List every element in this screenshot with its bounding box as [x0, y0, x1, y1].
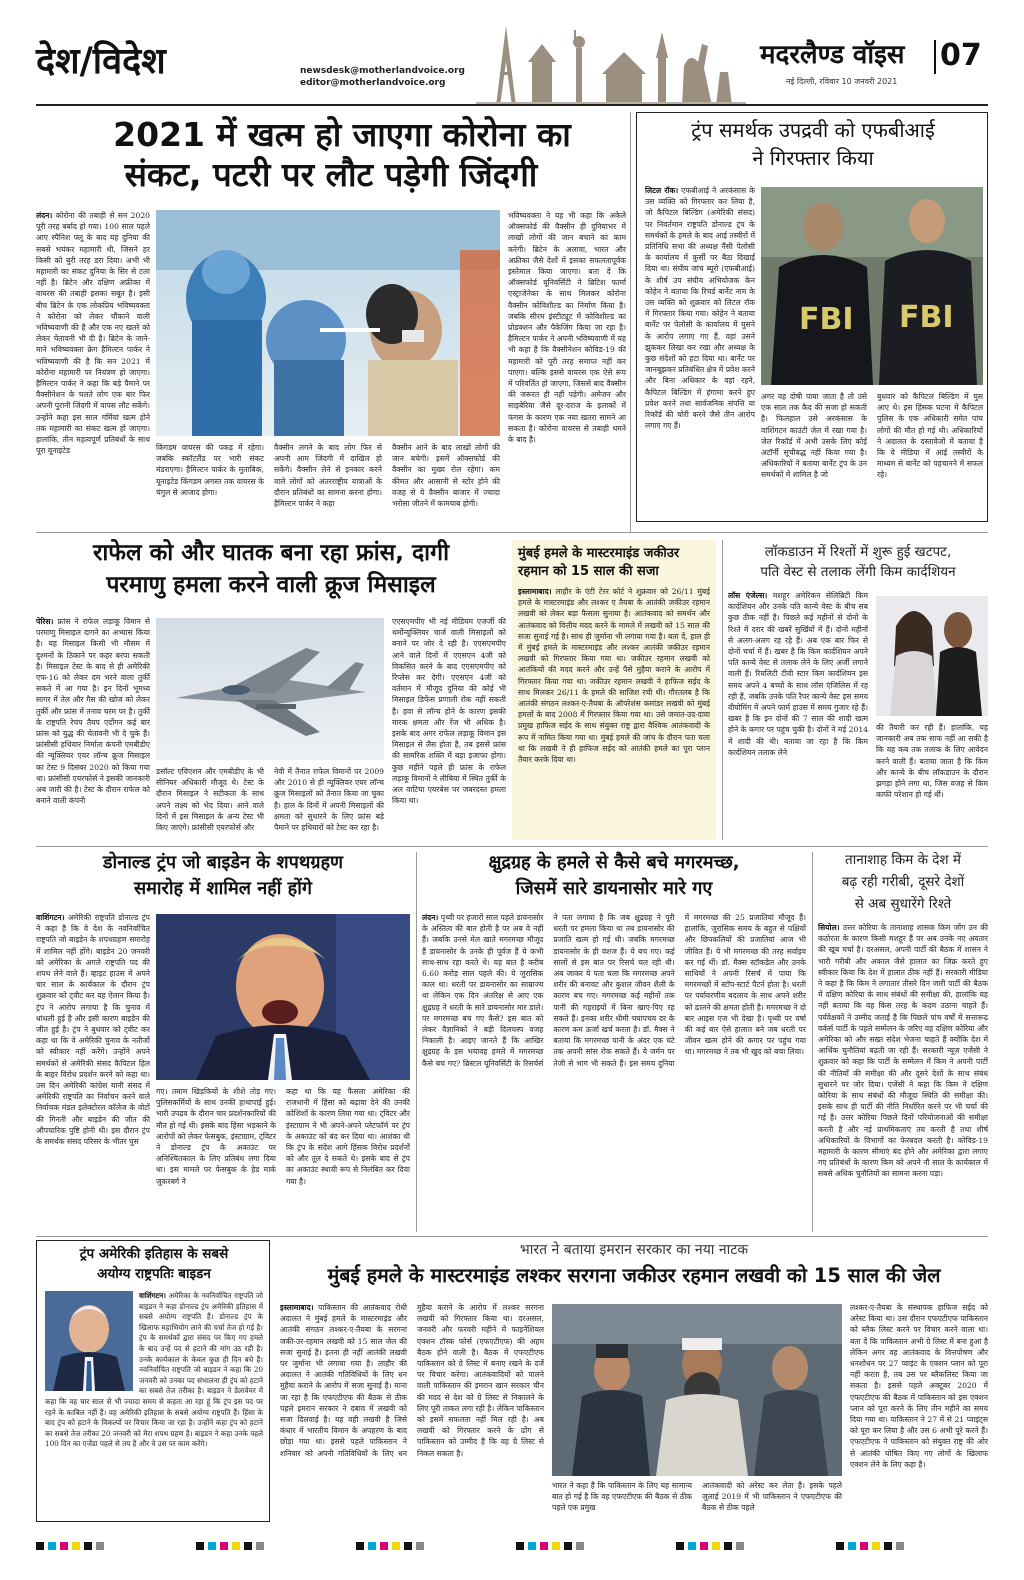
editor-email[interactable]: editor@motherlandvoice.org	[300, 78, 446, 88]
lakhvi-col-right: लश्कर-ए-तैयबा के संस्थापक हाफिज सईद को अरेस्ट किया था। उस दौरान एफएटीएफ पाकिस्तान को ब्लैक लिस्ट करने पर विचार करने वाला था। बता दें कि पाकिस्तान अभी ग्रे लिस्ट में बना हुआ है लेकिन अगर वह आतंकवाद के वित्तपोषण और धनशोधन पर 27 प्वाइंट के एक्शन प्लान को पूरा नहीं करता है, तब उस पर ब्लैकलिस्ट किया जा सकता है। इससे पहले अक्टूबर 2020 में एफएटीएफ की बैठक में पाकिस्तान को इस एक्शन प्लान को पूरा करने के लिए तीन महीने का समय दिया गया था। पाकिस्तान ने 27 में से 21 प्वाइंट्स को पूरा कर लिया है और उस 6 अभी पूरे करने हैं। एफएटीएफ ने पाकिस्तान को संयुक्त राष्ट्र की ओर से आतंकी घोषित किए गए लोगों के खिलाफ एक्शन लेने के लिए कहा है।	[850, 1303, 988, 1469]
mumbai-small-headline-line2: रहमान को 15 साल की सजा	[518, 564, 659, 579]
lakhvi-headline: मुंबई हमले के मास्टरमाइंड लश्कर सरगना जकीउर रहमान लखवी को 15 साल की जेल	[327, 1264, 941, 1287]
masthead	[0, 0, 1024, 112]
newsdesk-email[interactable]: newsdesk@motherlandvoice.org	[300, 66, 465, 76]
rafale-headline-line1: राफेल को और घातक बना रहा फ्रांस, दागी	[92, 540, 450, 566]
fbi-headline-line2: ने गिरफ्तार किया	[752, 146, 874, 170]
fbi-below2: बुधवार को कैपिटल बिल्डिंग में घुस आए थे। इस हिंसक घटना में कैपिटल पुलिस के एक अधिकारी समेत पांच लोगों की मौत हो गई थी। अधिकारियों ने अदालत के दस्तावेजों में बताया है कि वे मीडिया में आई तस्वीरों के माध्यम से बार्नेट को पहचानने में सफल रहे।	[877, 392, 983, 480]
mumbai-small-dateline: इस्लामाबाद।	[518, 587, 552, 596]
rafale-col1: पेरिस। फ्रांस ने राफेल लड़ाकू विमान से परमाणु मिसाइल दागने का अभ्यास किया है। यह मिसाइल किसी भी मौसम में दुश्मनों के ठिकाने पर कहर बरपा सकती है। मिसाइल टेस्ट के बाद से ही अमेरिकी एफ-16 को लेकर दम भरने वाला तुर्की सकते में आ गया है। इन दिनों भूमध्य सागर में तेल और गैस की खोज को लेकर तुर्की और फ्रांस में तनाव चरम पर है। तुर्की के राष्ट्रपति रेचप तैयप एर्दोगन कई बार फ्रांस को युद्ध की चेतावनी भी दे चुके हैं। फ्रांसीसी हथियार निर्माता कंपनी एमबीडीए की न्यूक्लियर एयर लॉन्च क्रूज मिसाइल का टेस्ट 9 दिसंबर 2020 को किया गया था। फ्रांसीसी एयरफोर्स ने इसकी जानकारी अब जारी की है। टेस्ट के दौरान राफेल को बनाने वाली कंपनी	[36, 617, 150, 806]
story-fbi	[636, 112, 988, 522]
lakhvi-caption-right: आतंकवादी को अरेस्ट कर लेता है। इसके पहले जुलाई 2019 में भी पाकिस्तान ने एफएटीएफ की बैठक से ठीक पहले	[702, 1481, 842, 1513]
story-lakhvi	[280, 1240, 988, 1522]
kimjong-dateline: सियोल।	[818, 923, 840, 932]
corona-below1: किंगडम वायरस की पकड़ में रहेगा। जबकि स्कॉटलैंड पर भारी संकट मंडराएगा। हैमिल्टन पार्कर के मुताबिक, यूनाइटेड किंगडम अगस्त तक वायरस के चंगुल से आजाद होगा।	[156, 443, 264, 497]
corona-below3: वैक्सीन आने के बाद लाखों लोगों की जान बचेगी। इसमें ऑक्सफोर्ड की वैक्सीन का मुख्य रोल रहेगा। कम कीमत और आसानी से स्टोर होने की वजह से ये वैक्सीन बाजार में ज्यादा भरोसा जीतने में कामयाब होगी।	[392, 443, 500, 509]
trump-below1: गए। तमाम खिड़कियों के शीशे तोड़ गए। पुलिसकर्मियों के साथ उनकी हाथापाई हुई। भारी उपद्रव के दौरान चार प्रदर्शनकारियों की मौत हो गई थी। इसके बाद हिंसा भड़काने के आरोपों को लेकर फेसबुक, इंस्टाग्राम, ट्विटर ने डोनाल्ड ट्रंप के अकाउंट पर अनिश्चितकाल के लिए प्रतिबंध लगा दिया था। इस मामले पर फेसबुक के हेड मार्क जुकरबर्ग ने	[156, 1087, 276, 1186]
story-kim	[728, 540, 988, 840]
fbi-headline-line1: ट्रंप समर्थक उपद्रवी को एफबीआई	[691, 118, 935, 142]
story-kimjong	[818, 852, 988, 1232]
kimjong-headline-line3: से अब सुधारेंगे रिश्ते	[854, 896, 952, 912]
corona-col-right: भविष्यवक्ता ने यह भी कहा कि अकेले ऑक्सफोर्ड की वैक्सीन ही दुनियाभर में लाखों लोगों की जान बचाने का काम करेगी। ब्रिटेन के अलावा, भारत और अफ्रीका जैसे देशों में इसका सफलतापूर्वक इस्तेमाल किया जाएगा। बता दें कि ऑक्सफोर्ड यूनिवर्सिटी ने ब्रिटिश फार्मा एस्ट्राजेनेका के साथ मिलकर कोरोना वैक्सीन कोविशील्ड का निर्माण किया है। जबकि सीरम इंस्टीट्यूट में कोविशील्ड का प्रोडक्शन और पैकेजिंग किया जा रहा है। हैमिल्टन पार्कर ने अपनी भविष्यवाणी में यह भी कहा है कि वैक्सीनेशन कोविड-19 की महामारी को पूरी तरह समाप्त नहीं कर पाएगा। बल्कि इससे वायरस एक ऐसे रूप में परिवर्तित हो जाएगा, जिससे बाद वैक्सीन की जरूरत ही नहीं पड़ेगी। अमेजन और साइबेरिया जैसे दूर-दराज के इलाकों में फंगस के कारण एक नया खतरा सामने आ सकता है। कोरोना वायरस से तबाही थमने के बाद है।	[508, 211, 626, 445]
kimjong-body: सियोल। उत्तर कोरिया के तानाशाह शासक किम जोंग उन की कठोरता के कारण किसी मशहूर हैं पर अब उनके नए अवतार की खूब चर्चा है। दरअसल, अपनी पार्टी की बैठक में शासन ने भारी गरीबी और अकाल जैसे हालात का जिक्र करते हुए स्वीकार किया कि देश में हालात ठीक नहीं हैं। सरकारी मीडिया ने कहा है कि किम ने लगातार तीसरे दिन जारी पार्टी की बैठक में दक्षिण कोरिया के साथ संबंधों की समीक्षा की, हालांकि यह नहीं बताया कि वह किस तरह के कदम उठाना चाहते हैं। पर्यवेक्षकों ने उम्मीद जताई है कि पिछले पांच वर्षों में सत्तारूढ़ वर्कर्स पार्टी के पहले सम्मेलन के जरिए वह दक्षिण कोरिया और अमेरिका को और सख्त संदेश भेजना चाहते हैं क्योंकि देश में आर्थिक चुनौतियां बढ़ती जा रही हैं। सरकारी न्यूज़ एजेंसी ने शुक्रवार को कहा कि पार्टी के सम्मेलन में किम ने अपनी पार्टी की नीतियों की समीक्षा की और दूसरे देशों के साथ संबंध सुधारने पर जोर दिया। एजेंसी ने कहा कि किम ने दक्षिण कोरिया के साथ संबंधों की मौजूदा स्थिति की समीक्षा की। इसके साथ ही पार्टी की नीति निर्धारित करने पर भी चर्चा की गई है। उत्तर कोरिया पिछले दिनों परियोजनाओं की समीक्षा करती है और नई प्राथमिकताएं तय करती है तथा शीर्ष अधिकारियों के विभागों का फेरबदल करती है। कोविड-19 महामारी के कारण सीमाएं बंद होने और अमेरिका द्वारा लगाए गए प्रतिबंधों के कारण किम को अपने नौ साल के कार्यकाल में सबसे अधिक चुनौतियों का सामना करना पड़ा।	[818, 923, 988, 1179]
lakhvi-photo	[552, 1304, 842, 1476]
biden-dateline: वाशिंगटन।	[139, 1291, 166, 1300]
asteroid-headline-line2: जिसमें सारे डायनासोर मारे गए	[515, 878, 713, 899]
fbi-col1: लिटल रॉक। एफबीआई ने अरकंसास के उस व्यक्ति को गिरफ्तार कर लिया है, जो कैपिटल बिल्डिंग (अमेरिकी संसद) पर निवर्तमान राष्ट्रपति डोनाल्ड ट्रंप के समर्थकों के हमले के बाद आई तस्वीरों में प्रतिनिधि सभा की अध्यक्ष नैंसी पेलोसी के कार्यालय में कुर्सी पर बैठा दिखाई दिया था। संघीय जांच ब्यूरो (एफबीआई) के शीर्ष उप संघीय अभियोजक केन कोहेन ने बताया कि रिचर्ड बार्नेट नाम के उस व्यक्ति को शुक्रवार को लिटल रॉक में गिरफ्तार किया गया। कोहेन ने बताया बार्नेट पर पेलोसी के कार्यालय में घुसने के आरोप लगाए गए हैं, वहां उसने झुककर लिखा कर रखा और अध्यक्ष के कुछ संदेशों को हटा दिया था। बार्नेट पर जानबूझकर प्रतिबंधित क्षेत्र में प्रवेश करने और बिना अधिकार के वहां रहने, कैपिटल बिल्डिंग में हंगामा करने हुए प्रवेश करने तथा सार्वजनिक संपत्ति या रिकॉर्ड की चोरी करने जैसे तीन आरोप लगाए गए हैं।	[645, 186, 755, 431]
biden-headline-line1: ट्रंप अमेरिकी इतिहास के सबसे	[79, 1246, 229, 1262]
lakhvi-body: इस्लामाबाद। पाकिस्तान की आतंकवाद रोधी अदालत ने मुंबई हमले के मास्टरमाइंड और आतंकी संगठन लश्कर-ए-तैयबा के सरगना जकी-उर-रहमान लखवी को 15 साल जेल की सजा सुनाई है। इतना ही नहीं आतंकी लखवी पर जुर्माना भी लगाया गया है। लाहौर की अदालत ने आतंकी गतिविधियों के लिए धन मुहैया कराने के आरोप में सजा सुनाई है। माना जा रहा है कि एफएटीएफ की बैठक से ठीक पहले इमरान सरकार ने दबाव में लखवी को सजा दिलवाई है। यह वही लखवी है जिसे कंधार में भारतीय विमान के अपहरण के बाद छोड़ा गया था। इससे पहले पाकिस्तान ने शनिवार को अपनी गतिविधियों के लिए धन मुहैया कराने के आरोप में लश्कर सरगना लखवी को गिरफ्तार किया था। दरअसल, जनवरी और फरवरी महीने में फाइनेंशियल एक्शन टॉस्क फोर्स (एफएटीएफ) की अहम बैठक होने वाली है। बैठक में एफएटीएफ पाकिस्तान को ग्रे लिस्ट में बनाए रखने के दर्जे पर विचार करेगा। आतंकवादियों को पालने वाली पाकिस्तान की इमरान खान सरकार चीन की मदद से देश को ग्रे लिस्ट से निकालने के लिए पूरी ताकत लगा रही है। लेकिन पाकिस्तान को इसमें सफलता नहीं मिल रही है। अब लखवी को गिरफ्तार करने के ढोंग से पाकिस्तान को उम्मीद है कि वह ग्रे लिस्ट से निकल सकता है।	[280, 1303, 544, 1458]
world-landmarks-illustration	[476, 22, 746, 106]
print-color-bar	[36, 1540, 988, 1552]
story-asteroid	[422, 852, 806, 1232]
biden-photo-spacer	[45, 1291, 139, 1393]
divider-mumbai-kim	[722, 540, 723, 840]
fbi-below1: अगर वह दोषी पाया जाता है तो उसे एक साल तक कैद की सजा हो सकती है। फिलहाल उसे अरकंसास के वाशिंगटन काउंटी जेल में रखा गया है। जेल रिकॉर्ड में अभी उसके लिए कोई अटॉर्नी सूचीबद्ध नहीं किया गया है। अधिकारियों ने बताया बार्नेट ट्रंप के उन समर्थकों में शामिल है जो	[761, 392, 867, 480]
lakhvi-caption-left: भारत ने कहा है कि पाकिस्तान के लिए यह सामान्य बात हो गई है कि वह एफएटीएफ की बैठक से ठीक पहले एक प्रमुख	[552, 1481, 692, 1513]
corona-headline-line2: संकट, पटरी पर लौट पड़ेगी जिंदगी	[124, 155, 538, 194]
mumbai-small-headline-line1: मुंबई हमले के मास्टरमाइंड जकीउर	[518, 546, 680, 561]
lakhvi-kicker: भारत ने बताया इमरान सरकार का नया नाटक	[519, 1242, 749, 1258]
kim-kanye-photo	[876, 596, 988, 716]
corona-below2: वैक्सीन लगने के बाद लोग फिर से अपनी आम जिंदगी में दाखिल हो सकेंगे। वैक्सीन लेने से इनकार करने वाले लोगों को अंतरराष्ट्रीय यात्राओं के दौरान प्रतिबंधों का सामना करना होगा। हैमिल्टन पार्कर ने कहा	[274, 443, 382, 509]
story-biden	[36, 1240, 270, 1522]
trump-col1: वाशिंगटन। अमेरिकी राष्ट्रपति डोनाल्ड ट्रंप ने कहा है कि वे देश के नवनिर्वाचित राष्ट्रपति जो बाइडेन के शपथग्रहण समारोह में शामिल नहीं होंगे। बाइडेन 20 जनवरी को अमेरिका के अगले राष्ट्रपति पद की शपथ लेने वाले हैं। व्हाइट हाउस में अपने चार साल के कार्यकाल के दौरान ट्रंप शुक्रवार को ट्वीट कर यह ऐलान किया है। ट्रंप ने आरोप लगाया है कि चुनाव में धांधली हुई है और इसी कारण बाइडेन की जीत हुई है। ट्रंप ने बुधवार को ट्वीट कर कहा था कि वे अमेरिकी चुनाव के नतीजों को स्वीकार नहीं करेंगे। उन्होंने अपने समर्थकों से अमेरिकी संसद कैपिटल हिल के बाहर विरोध प्रदर्शन करने को कहा था। उस दिन अमेरिकी कांग्रेस यानी संसद में अमेरिकी राष्ट्रपति का निर्वाचन करने वाले निर्वाचक मंडल इलेक्टोरल कॉलेज के वोटों की गिनती और बाइडेन की जीत की औपचारिक पुष्टि होनी थी। इस दौरान ट्रंप के समर्थक संसद परिसर के भीतर घुस	[36, 913, 150, 1147]
asteroid-headline-line1: क्षुद्रग्रह के हमले से कैसे बचे मगरमच्छ,	[488, 852, 740, 873]
kim-dateline: लॉस एंजेल्स।	[728, 591, 768, 600]
divider-row3	[36, 1236, 988, 1237]
corona-testing-photo	[156, 210, 500, 436]
trump-photo	[156, 914, 410, 1080]
rafale-jet-photo	[156, 618, 384, 760]
fbi-agents-photo	[761, 187, 983, 385]
kim-body: लॉस एंजेल्स। मशहूर अमेरिकन सेलिब्रिटी किम कार्दशियन और उनके पति कान्ये वेस्ट के बीच सब कुछ ठीक नहीं है। पिछले कई महीनों से दोनों के रिश्ते में दरार की खबरें सुर्खियों में हैं। दोनों महीनों से अलग-अलग रह रहे हैं। अब एक बार फिर से दोनों चर्चा में हैं। खबर है कि किम कार्दशियन अपने पति कान्ये वेस्ट से तलाक लेने के लिए अर्जी लगाने वाली हैं। रियलिटी टीवी स्टार किम कार्दशियन इस समय अपने 4 बच्चों के साथ लॉस एंजिलिस में रह रही हैं, जबकि उनके पति रैपर कान्ये वेस्ट इस समय वीयोमिंग में अपने फार्म हाउस में समय गुजार रहे हैं। खबर है कि इन दोनों की 7 साल की शादी खत्म होने के कगार पर पहुंच चुकी है। दोनों ने मई 2014 में शादी की थी। बताया जा रहा है कि किम कार्दशियन तलाक लेने	[728, 591, 868, 757]
trump-below2: कहा था कि यह फैसला अमेरिका की राजधानी में हिंसा को बढ़ावा देने की उनकी कोशिशों के कारण लिया गया था। ट्विटर और इंस्टाग्राम ने भी अपने-अपने प्लेटफॉर्म पर ट्रंप के अकाउंट को बंद कर दिया था। आशंका थी कि ट्रंप के संदेश आगे हिंसक विरोध प्रदर्शनों को और तूल दे सकते थे। इसके बाद से ट्रंप का अकाउंट स्थायी रूप से निलंबित कर दिया गया है।	[286, 1087, 410, 1186]
asteroid-dateline: लंदन।	[422, 913, 439, 922]
kim-below: की तैयारी कर रही हैं। हालांकि, यह जानकारी अब तक साफ नहीं आ सकी है कि यह कब तक तलाक के लिए आवेदन करने वाली हैं। बताया जाता है कि किम और कान्ये के बीच लॉकडाउन के दौरान झगड़ा होने लगा था, जिस वजह से किम काफी परेशान हो गई थीं।	[876, 723, 988, 800]
story-mumbai-small	[512, 540, 716, 840]
trump-headline-line2: समारोह में शामिल नहीं होंगे	[133, 878, 313, 899]
kimjong-headline-line2: बढ़ रही गरीबी, दूसरे देशों	[841, 874, 965, 890]
divider-corona-fbi	[630, 112, 631, 532]
divider-row2	[36, 846, 988, 847]
biden-headline-line2: अयोग्य राष्ट्रपतिः बाइडन	[97, 1266, 211, 1282]
rafale-col-right: एएसएमपीए भी नई मीडियम एजर्जी की थर्मोन्यूक्लियर चार्ज वाली मिसाइलों को बनाने पर जोर दे रही है। एएसएमपीए आने वाले दिनों में एएसएन 4जी को विकसित करने के बाद एएसएमपीए को रिप्लेस कर देगी। एएसएन 4जी को वर्तमान में मौजूद दुनिया की कोई भी मिसाइल डिफेंस प्रणाली रोक नहीं सकती है। हवा से लॉन्च होने के कारण इसकी मारक क्षमता और रेंज भी अधिक है। इसके बाद अगर राफेल लड़ाकू विमान इस मिसाइल से लैस होता है, तब इससे फ्रांस की सामरिक शक्ति में बड़ा इजाफा होगा। कुछ महीने पहले ही फ्रांस के राफेल लड़ाकू विमानों ने लीबिया में स्थित तुर्की के अल वाटिया एयरबेस पर जबरदस्त हमला किया था।	[392, 617, 506, 806]
rafale-below2: नेवी में तैनात राफेल विमानों पर 2009 और 2010 से ही न्यूक्लियर एयर लॉन्च क्रूज मिसाइलों को तैनात किया जा चुका है। हाल के दिनों में अपनी मिसाइलों की क्षमता को सुधारने के लिए फ्रांस बड़े पैमाने पर हथियारों को टेस्ट कर रहा है।	[274, 767, 384, 833]
divider-row1	[36, 532, 988, 533]
divider-trump-asteroid	[416, 852, 417, 1232]
masthead-divider	[934, 40, 936, 74]
trump-dateline: वाशिंगटन।	[36, 913, 65, 922]
kim-headline-line2: पति वेस्ट से तलाक लेंगी किम कार्दशियन	[760, 564, 956, 580]
lakhvi-dateline: इस्लामाबाद।	[280, 1303, 314, 1312]
corona-col1: लंदन। कोरोना की तबाही से सन 2020 पूरी तरह बर्बाद हो गया। 100 साल पहले आए स्पैनिश फ्लू के बाद यह दुनिया की सबसे भयंकर महामारी थी, जिसने हर किसी को बुरी तरह डरा दिया। अभी भी महामारी का संकट दुनिया के सिर से टला नहीं है। ब्रिटेन और दक्षिण अफ्रीका में वायरस की तबाही इसका सबूत है। इसी बीच ब्रिटेन के एक लोकप्रिय भविष्यवक्ता ने कोरोना को लेकर चौंकाने वाली भविष्यवाणी की है और एक नए खतरे को लेकर चेतावनी भी दी है। ब्रिटेन के जाने-माने भविष्यवक्ता क्रेग हैमिल्टन पार्कर ने भविष्यवाणी की है कि सन 2021 में कोरोना महामारी पर नियंत्रण हो जाएगा। हैमिल्टन पार्कर ने कहा कि बड़े पैमाने पर वैक्सीनेशन के चलते लोग एक बार फिर अपनी पुरानी जिंदगी में वापस लौट सकेंगे। उन्होंने कहा इस साल गर्मियां खत्म होने तक महामारी का संकट खत्म हो जाएगा। हालांकि, तीन महत्वपूर्ण प्रतिबंधों के साथ पूरा यूनाइटेड	[36, 211, 150, 456]
fbi-dateline: लिटल रॉक।	[645, 186, 679, 195]
mumbai-small-body: इस्लामाबाद। लाहौर के एंटी टेरर कोर्ट ने शुक्रवार को 26/11 मुंबई हमले के मास्टरमाइंड और लश्कर ए तैयबा के आतंकी जकीउर रहमान लखवी को लेकर बड़ा फैसला सुनाया है। आतंकवाद को समर्थन और आतंकवाद को वित्तीय मदद करने के मामले में लखवी को 15 साल की सजा सुनाई गई है। साथ ही जुर्माना भी लगाया गया है। बता दें, हाल ही में मुंबई हमले के मास्टरमाइंड और लश्कर आतंकी जकीउर रहमान लखवी को गिरफ्तार किया गया था। जकीउर रहमान लखवी को आतंकियों की मदद करने और उन्हें पैसे मुहैया कराने के आरोप में गिरफ्तार किया गया था। जकीउर रहमान लखवी ने हाफिज सईद के साथ मिलकर 26/11 के हमले की साजिश रची थी। गौरतलब है कि आतंकी संगठन लश्कर-ए-तैयबा के ऑपरेशंस कमांडर लखवी को मुंबई हमलों के बाद 2008 में गिरफ्तार किया गया था। उसे जमात-उद-दावा प्रमुख हाफिज सईद के साथ संयुक्त राष्ट्र द्वारा वैश्विक आतंकवादी के रूप में नामित किया गया था। मुंबई हमले की जांच के दौरान पता चला था कि लखवी ने ही हाफिज सईद को आतंकी हमले का पूरा प्लान तैयार करके दिया था।	[518, 587, 710, 765]
divider-asteroid-kimjong	[812, 852, 813, 1232]
rafale-below1: डसॉल्ट एविएशन और एमबीडीए के भी सीनियर अधिकारी मौजूद थे। टेस्ट के दौरान मिसाइल ने सटीकता के साथ अपने लक्ष्य को भेद दिया। आने वाले दिनों में इस मिसाइल के अन्य टेस्ट भी किए जाएंगे। फ्रांसीसी एयरफोर्स और	[156, 767, 264, 833]
dateline: नई दिल्ली, रविवार 10 जनवरी 2021	[786, 77, 898, 86]
paper-name: मदरलैण्ड वॉइस	[760, 40, 905, 70]
asteroid-body: लंदन। पृथ्वी पर हजारों साल पहले डायनासोर के अस्तित्व की बात होती है पर अब वे नहीं हैं। जबकि उनसे मेल खाते मगरमच्छ मौजूद हैं डायनासोर के उनके ही पूर्वज हैं ये कभी साथ-साथ रहा करते थे। यह बात है करीब 6.60 करोड़ साल पहले की। ये जुरासिक काल था। धरती पर डायनासोर का साम्राज्य था लेकिन एक दिन अंतरिक्ष से आए एक क्षुद्रग्रह ने धरती के सारे डायनासोर मार डाले। पर मगरमच्छ बच गए कैसे? इस बात को लेकर वैज्ञानिकों ने बड़ी दिलचस्प वजह निकाली है। आइए जानते हैं कि आखिर क्षुद्रग्रह के इस भयावह हमले में मगरमच्छ कैसे बच गए? ब्रिस्टल यूनिवर्सिटी के रिसर्चर्स ने पता लगाया है कि जब क्षुद्रग्रह ने पूरी धरती पर हमला किया था तब डायनासोर की प्रजाति खत्म हो गई थी। जबकि मगरमच्छ डायनासोर के ही वंशज हैं। ये बच गए। कई सालों से इस बात पर रिसर्च चल रही थी। अब जाकर ये पता चला कि मगरमच्छ अपने शरीर की बनावट और कुशल जीवन शैली के कारण बच गए। मगरमच्छ कई महीनों तक पानी की गहराइयों में बिना खाए-पिए रह सकते हैं। इनका शरीर धीमी चयापचय दर के कारण कम ऊर्जा खर्च करता है। डॉ. मैक्स ने बताया कि मगरमच्छ पानी के अंदर एक घंटे तक अपनी सांस रोक सकते हैं। ये जर्मन पर तेजी से भाग भी सकते हैं। इस समय दुनिया में मगरमच्छ की 25 प्रजातियां मौजूद हैं। हालांकि, जुरासिक समय के बहुत से पक्षियों और छिपकलियों की प्रजातियां आज भी जीवित हैं। ये भी मगरमच्छ की तरह सर्वाइव कर गईं थीं। डॉ. मैक्स स्टॉकडेल और उनके साथियों ने अपनी रिसर्च में पाया कि मगरमच्छों में स्टॉप-स्टार्ट पैटर्न होता है। धरती पर पर्यावरणीय बदलाव के साथ अपने शरीर को ढालने की क्षमता होती है। मगरमच्छ ने दो बार आइस एज भी देखा है। पृथ्वी पर वर्षा की कई बार ऐसे हालात बने जब धरती पर जीवन खत्म होने की कगार पर पहुंच गया था। मगरमच्छ ने तब भी खुद को बचा लिया।	[422, 913, 806, 1068]
trump-headline-line1: डोनाल्ड ट्रंप जो बाइडेन के शपथग्रहण	[102, 852, 344, 873]
masthead-rule	[36, 104, 988, 106]
corona-dateline: लंदन।	[36, 211, 53, 220]
rafale-dateline: पेरिस।	[36, 617, 54, 626]
kimjong-headline-line1: तानाशाह किम के देश में	[845, 852, 961, 868]
fbi-jacket-text-left: FBI	[799, 302, 854, 337]
rafale-headline-line2: परमाणु हमला करने वाली क्रूज मिसाइल	[106, 572, 436, 598]
section-title: देश/विदेश	[36, 40, 166, 82]
corona-headline-line1: 2021 में खत्म हो जाएगा कोरोना का	[113, 115, 571, 154]
story-trump	[36, 852, 410, 1232]
kim-headline-line1: लॉकडाउन में रिश्तों में शुरू हुई खटपट,	[764, 544, 952, 560]
fbi-jacket-text-right: FBI	[899, 300, 954, 335]
biden-body: वाशिंगटन। अमेरिका के नवनिर्वाचित राष्ट्रपति जो बाइडन ने कहा डोनाल्ड ट्रंप अमेरिकी इतिहास में सबसे अयोग्य राष्ट्रपति हैं। डोनाल्ड ट्रंप के खिलाफ महाभियोग लाने की चर्चा तेज हो गई है। ट्रंप के समर्थकों द्वारा संसद पर किए गए हमले के बाद उन्हें पद से हटाने की मांग उठ रही है। उनके कार्यकाल के केवल कुछ ही दिन बचे हैं। नवनिर्वाचित राष्ट्रपति जो बाइडन ने कहा कि 20 जनवरी को उनका पद संभालना ही ट्रंप को हटाने का सबसे तेज तरीका है। बाइडन ने डेलावेयर में कहा कि वह चार साल से भी ज्यादा समय से कहता आ रहा हूं कि ट्रंप इस पद पर रहने के काबिल नहीं हैं। वह अमेरिकी इतिहास के सबसे अयोग्य राष्ट्रपति हैं। हिंसा के बाद ट्रंप को हटाने के विकल्पों पर विचार किया जा रहा है। उन्होंने कहा ट्रंप को हटाने का सबसे तेज तरीका 20 जनवरी को मेरा शपथ ग्रहण है। बाइडन ने कहा उनके पहले 100 दिन का एजेंडा पहले से तय है और वे उस पर काम करेंगे।	[45, 1291, 263, 1449]
story-corona	[36, 112, 626, 532]
story-rafale	[36, 540, 506, 840]
page-number: 07	[940, 38, 982, 73]
